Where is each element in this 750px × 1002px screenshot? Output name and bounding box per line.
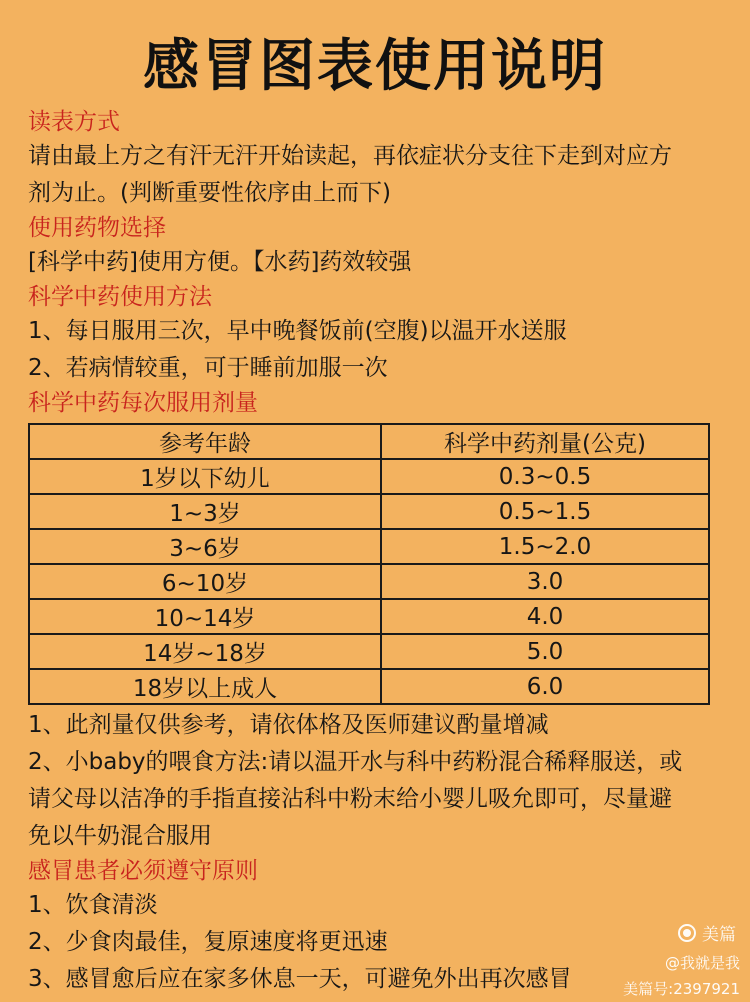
medicine-line: [科学中药]使用方便。【水药]药效较强 (28, 249, 412, 275)
table-header-row (29, 424, 709, 459)
column-header-age: 参考年龄 (29, 424, 381, 459)
dose-cell: 6.0 (381, 669, 709, 704)
age-cell: 3~6岁 (29, 529, 381, 564)
dosage-note: 请父母以洁净的手指直接沾科中粉末给小婴儿吸允即可，尽量避 (28, 786, 672, 812)
method-line: 2、若病情较重，可于睡前加服一次 (28, 355, 388, 381)
age-cell: 10~14岁 (29, 599, 381, 634)
page-title: 感冒图表使用说明 (143, 34, 607, 99)
meipian-logo-icon (678, 924, 696, 942)
table-row (29, 529, 709, 564)
reading-line: 剂为止。(判断重要性依序由上而下) (28, 180, 391, 206)
table-row (29, 599, 709, 634)
dose-cell: 0.3~0.5 (381, 459, 709, 494)
watermark-brand-label: 美篇 (702, 925, 736, 945)
dosage-note: 2、小baby的喂食方法:请以温开水与科中药粉混合稀释服送，或 (28, 749, 683, 775)
age-cell: 1~3岁 (29, 494, 381, 529)
table-row (29, 494, 709, 529)
table-row (29, 564, 709, 599)
dosage-table (28, 423, 710, 705)
column-header-dose: 科学中药剂量(公克) (381, 424, 709, 459)
dosage-note: 免以牛奶混合服用 (28, 823, 212, 849)
watermark-id: 美篇号:2397921 (623, 980, 740, 998)
section-heading-medicine: 使用药物选择 (28, 215, 166, 241)
table-row (29, 634, 709, 669)
age-cell: 18岁以上成人 (29, 669, 381, 704)
age-cell: 14岁~18岁 (29, 634, 381, 669)
method-line: 1、每日服用三次，早中晚餐饭前(空腹)以温开水送服 (28, 318, 567, 344)
document-body (28, 106, 728, 998)
age-cell: 6~10岁 (29, 564, 381, 599)
table-row (29, 459, 709, 494)
section-heading-dosage: 科学中药每次服用剂量 (28, 390, 258, 416)
dose-cell: 1.5~2.0 (381, 529, 709, 564)
principle-line: 2、少食肉最佳，复原速度将更迅速 (28, 929, 388, 955)
dose-cell: 3.0 (381, 564, 709, 599)
principle-line: 3、感冒愈后应在家多休息一天，可避免外出再次感冒 (28, 966, 572, 992)
dose-cell: 5.0 (381, 634, 709, 669)
age-cell: 1岁以下幼儿 (29, 459, 381, 494)
table-row (29, 669, 709, 704)
section-heading-reading: 读表方式 (28, 109, 120, 135)
watermark-author: @我就是我 (664, 954, 740, 972)
dose-cell: 0.5~1.5 (381, 494, 709, 529)
dosage-note: 1、此剂量仅供参考，请依体格及医师建议酌量增减 (28, 712, 549, 738)
watermark-brand (678, 920, 736, 945)
reading-line: 请由最上方之有汗无汗开始读起，再依症状分支往下走到对应方 (28, 143, 672, 169)
section-heading-method: 科学中药使用方法 (28, 284, 212, 310)
dose-cell: 4.0 (381, 599, 709, 634)
section-heading-principles: 感冒患者必须遵守原则 (28, 858, 258, 884)
principle-line: 1、饮食清淡 (28, 892, 158, 918)
